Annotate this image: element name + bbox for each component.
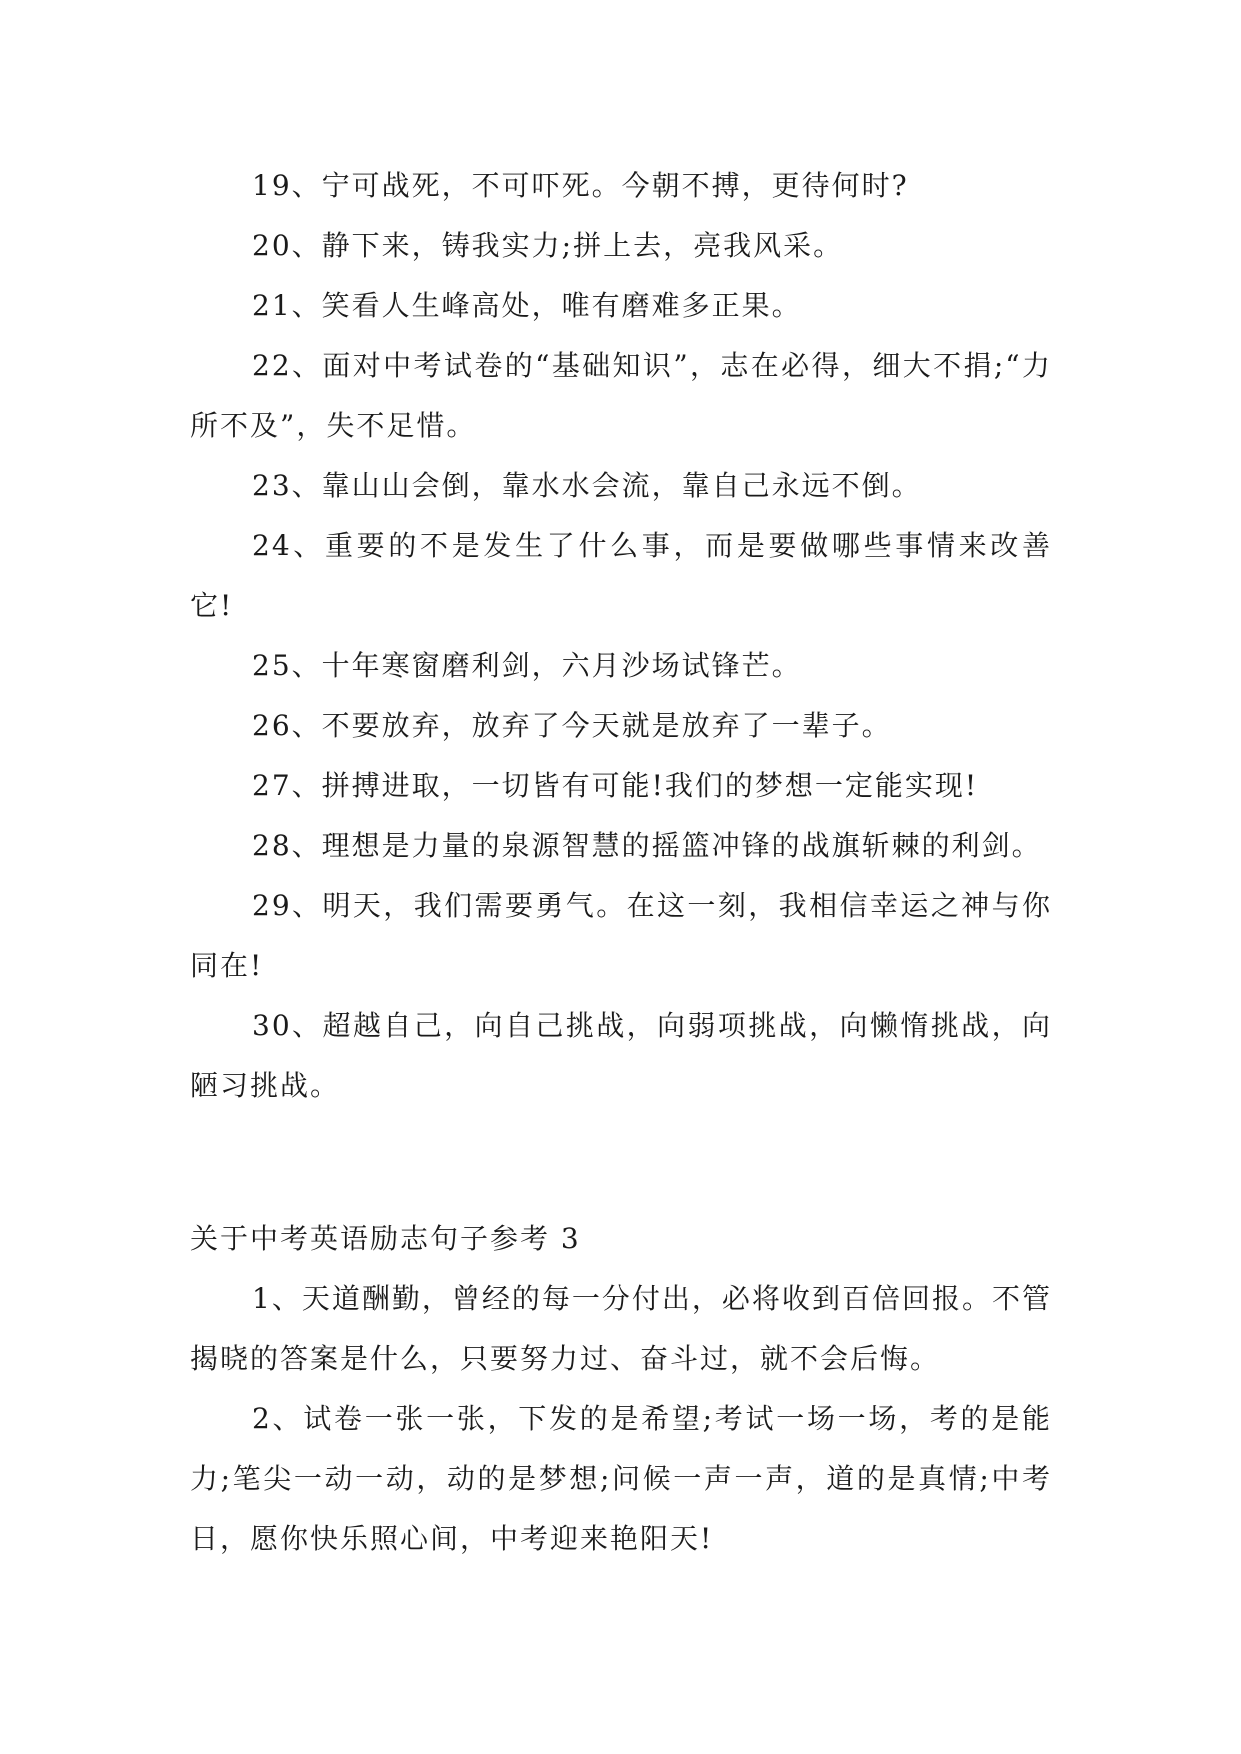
list-item: 2、试卷一张一张，下发的是希望;考试一场一场，考的是能力;笔尖一动一动，动的是梦想;问候一声一声，道的是真情;中考日，愿你快乐照心间，中考迎来艳阳天! — [190, 1402, 1052, 1555]
list-item: 21、笑看人生峰高处，唯有磨难多正果。 — [252, 289, 802, 322]
list-item: 24、重要的不是发生了什么事，而是要做哪些事情来改善它! — [190, 529, 1052, 622]
list-item: 28、理想是力量的泉源智慧的摇篮冲锋的战旗斩棘的利剑。 — [252, 829, 1042, 862]
list-item: 30、超越自己，向自己挑战，向弱项挑战，向懒惰挑战，向陋习挑战。 — [190, 1009, 1052, 1102]
section-title: 关于中考英语励志句子参考 3 — [190, 1222, 581, 1255]
list-item: 19、宁可战死，不可吓死。今朝不搏，更待何时? — [252, 169, 909, 202]
list-item: 22、面对中考试卷的“基础知识”，志在必得，细大不捐;“力所不及”，失不足惜。 — [190, 349, 1052, 442]
list-item: 25、十年寒窗磨利剑，六月沙场试锋芒。 — [252, 649, 802, 682]
list-item: 26、不要放弃，放弃了今天就是放弃了一辈子。 — [252, 709, 892, 742]
list-item: 1、天道酬勤，曾经的每一分付出，必将收到百倍回报。不管揭晓的答案是什么，只要努力过、奋斗过，就不会后悔。 — [190, 1282, 1052, 1375]
list-item: 29、明天，我们需要勇气。在这一刻，我相信幸运之神与你同在! — [190, 889, 1052, 982]
quote-list-second — [190, 1209, 1052, 1569]
list-item: 23、靠山山会倒，靠水水会流，靠自己永远不倒。 — [252, 469, 922, 502]
list-item: 20、静下来，铸我实力;拼上去，亮我风采。 — [252, 229, 844, 262]
quote-list-first — [190, 156, 1052, 1116]
list-item: 27、拼搏进取，一切皆有可能!我们的梦想一定能实现! — [252, 769, 979, 802]
document-page — [190, 0, 1052, 1754]
